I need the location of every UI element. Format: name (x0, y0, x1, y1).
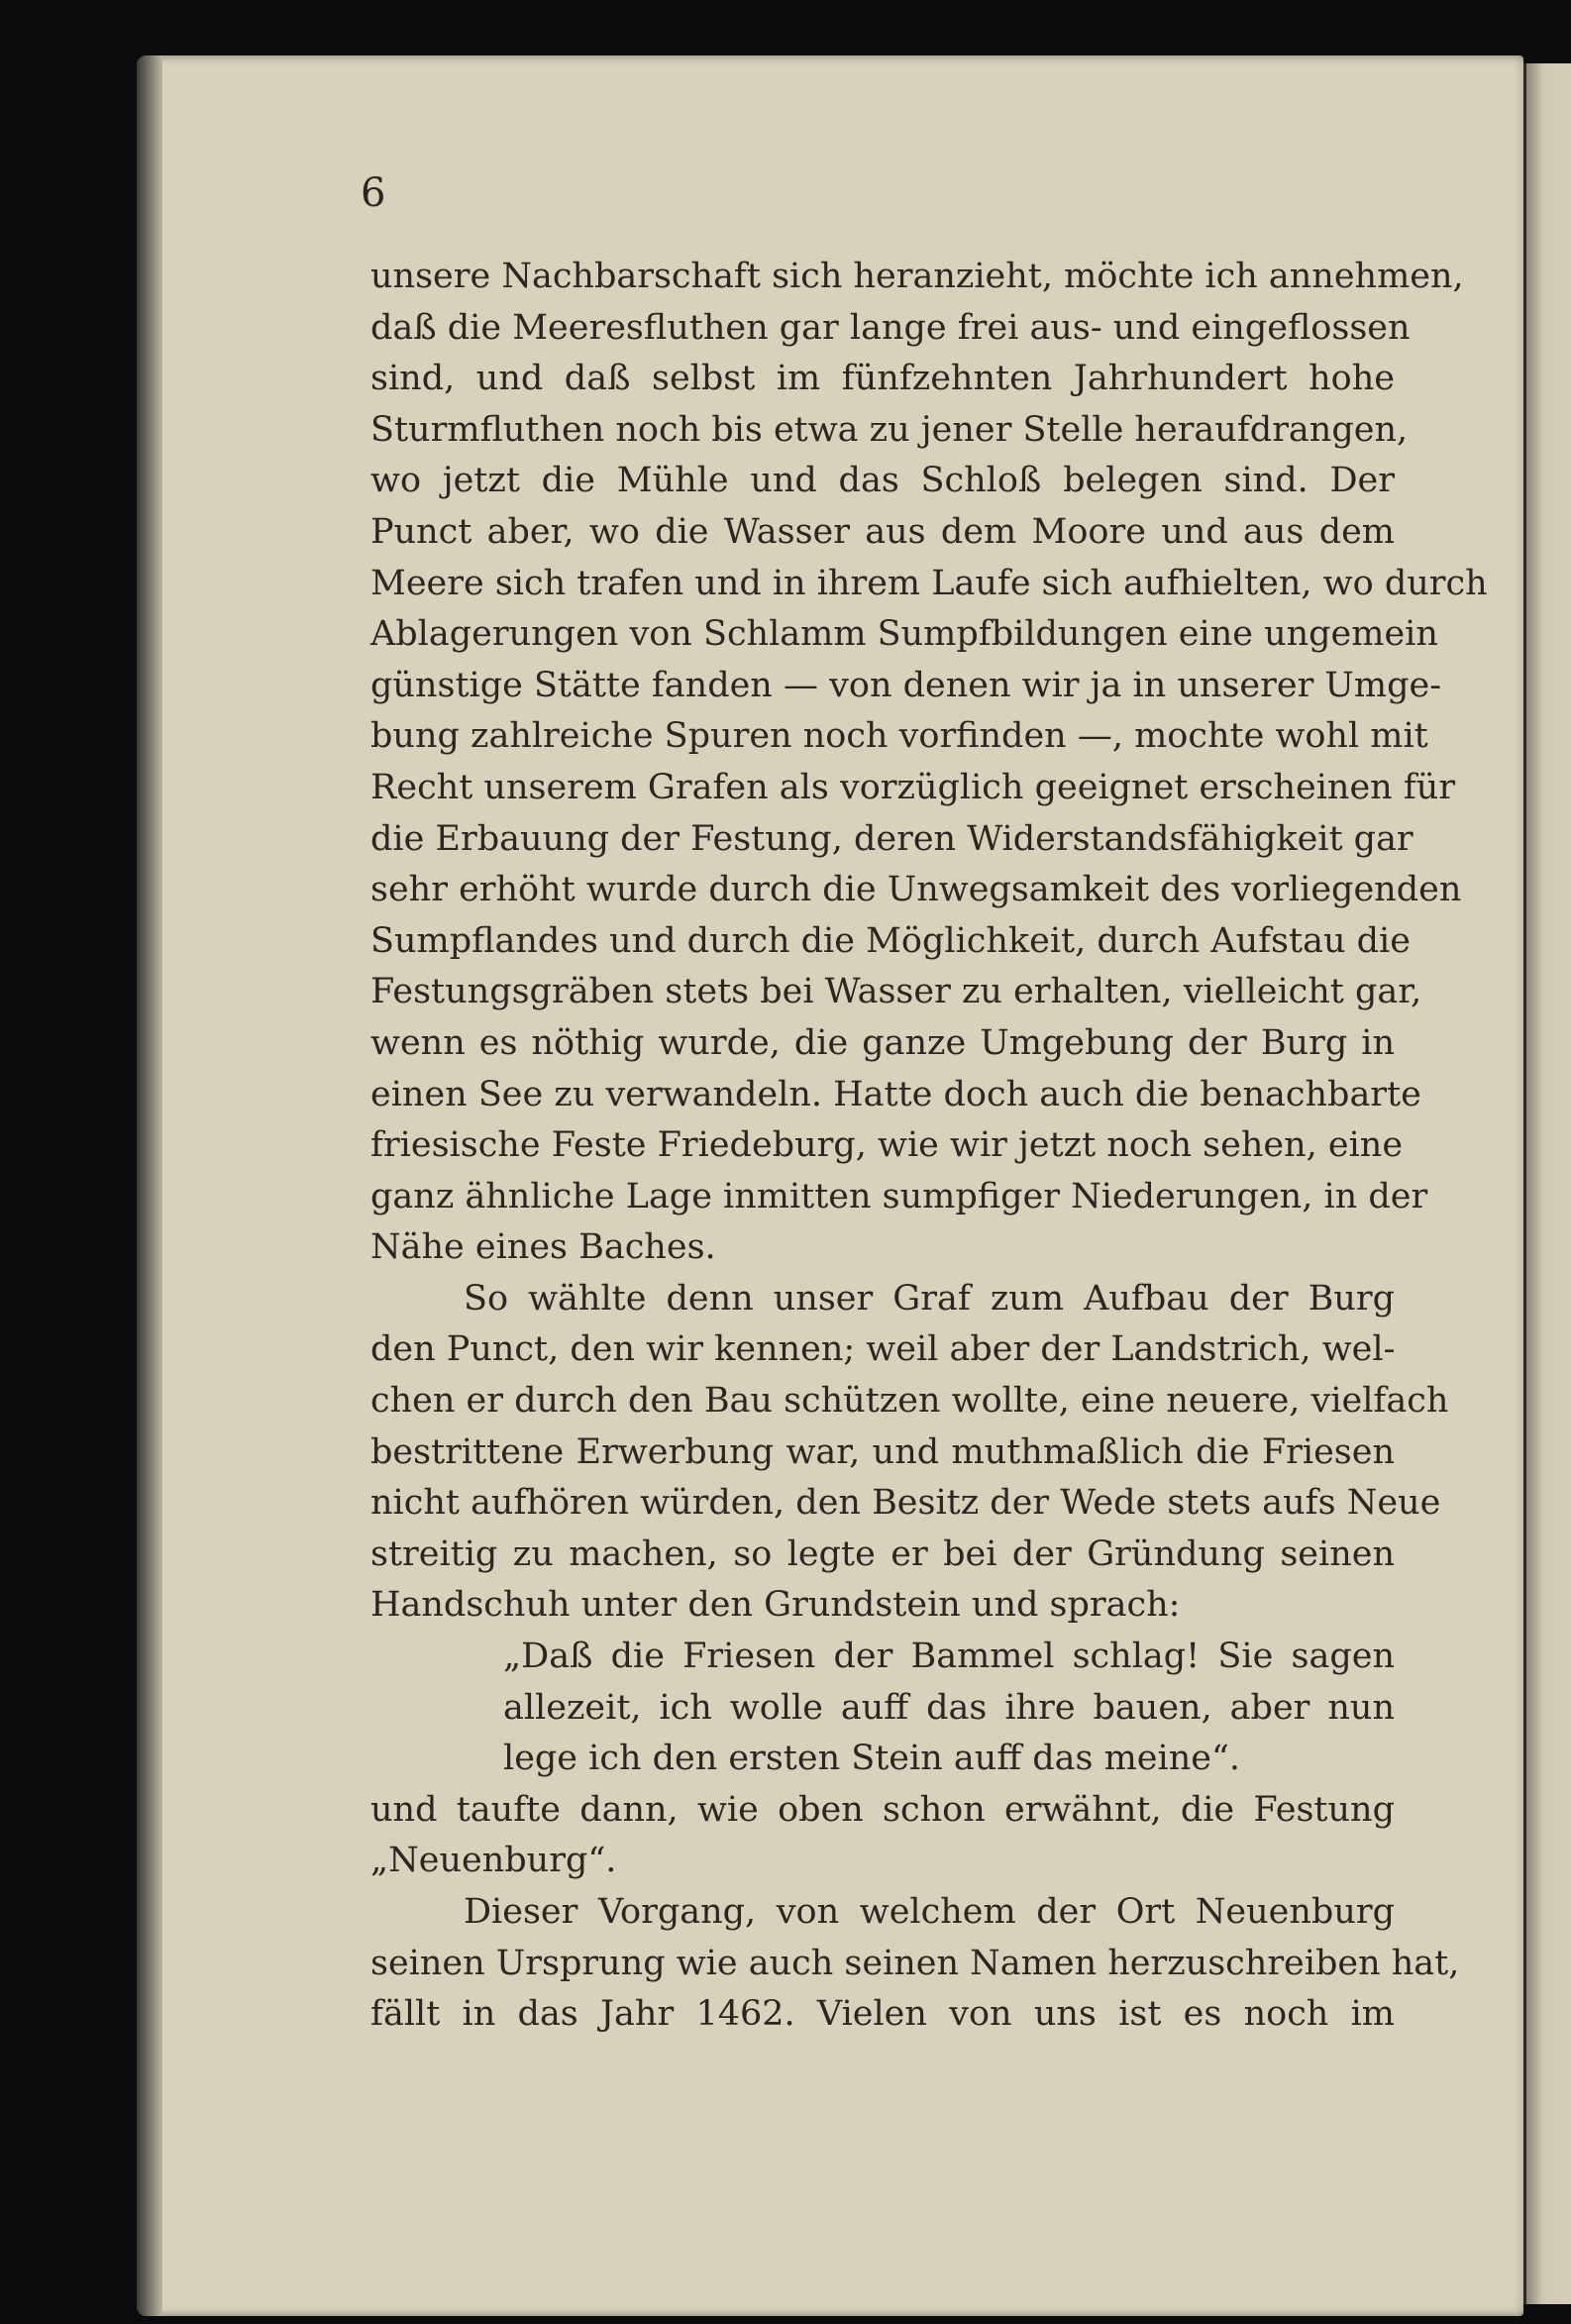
text-line: bestrittene Erwerbung war, und muthmaßlich die Friesen (370, 1431, 1395, 1472)
text-line: ganz ähnliche Lage inmitten sumpfiger Niederungen, in der (370, 1176, 1428, 1216)
text-line: „Neuenburg“. (370, 1841, 617, 1881)
text-line: günstige Stätte fanden — von denen wir ja in unserer Umge- (370, 665, 1442, 705)
text-line: wenn es nöthig wurde, die ganze Umgebung der Burg in (370, 1022, 1395, 1063)
text-line: Punct aber, wo die Wasser aus dem Moore und aus dem (370, 511, 1395, 552)
text-line: fällt in das Jahr 1462. Vielen von uns ist es noch im (370, 1994, 1395, 2035)
text-line: Recht unserem Grafen als vorzüglich geeignet erscheinen für (370, 767, 1456, 807)
text-line: unsere Nachbarschaft sich heranzieht, möchte ich annehmen, (370, 257, 1464, 296)
text-line: sind, und daß selbst im fünfzehnten Jahrhundert hohe (370, 359, 1395, 399)
text-line: lege ich den ersten Stein auff das meine“. (503, 1739, 1240, 1779)
text-line: Nähe eines Baches. (370, 1227, 716, 1268)
text-line: Sumpflandes und durch die Möglichkeit, durch Aufstau die (370, 920, 1411, 961)
text-line: bung zahlreiche Spuren noch vorfinden —, mochte wohl mit (370, 716, 1428, 757)
text-line: friesische Feste Friedeburg, wie wir jetzt noch sehen, eine (370, 1125, 1404, 1166)
text-line: den Punct, den wir kennen; weil aber der Landstrich, wel- (370, 1329, 1396, 1370)
page-number: 6 (361, 170, 386, 216)
text-line: chen er durch den Bau schützen wollte, eine neuere, vielfach (370, 1381, 1449, 1422)
text-line: allezeit, ich wolle auff das ihre bauen, aber nun (503, 1687, 1395, 1728)
text-line: seinen Ursprung wie auch seinen Namen herzuschreiben hat, (370, 1943, 1460, 1983)
text-line: sehr erhöht wurde durch die Unwegsamkeit des vorliegenden (370, 870, 1462, 910)
text-line: Sturmfluthen noch bis etwa zu jener Stelle heraufdrangen, (370, 409, 1409, 450)
text-line: die Erbauung der Festung, deren Widerstandsfähigkeit gar (370, 818, 1414, 859)
text-line: daß die Meeresfluthen gar lange frei aus- und eingeflossen (370, 307, 1411, 348)
text-line: Handschuh unter den Grundstein und sprach: (370, 1585, 1181, 1626)
text-line: streitig zu machen, so legte er bei der Gründung seinen (370, 1533, 1395, 1574)
text-line: und taufte dann, wie oben schon erwähnt, die Festung (370, 1789, 1395, 1830)
text-line: einen See zu verwandeln. Hatte doch auch die benachbarte (370, 1074, 1421, 1114)
body-text (370, 252, 1488, 2041)
book-gutter (137, 55, 162, 2316)
text-line: Meere sich trafen und in ihrem Laufe sich aufhielten, wo durch (370, 563, 1488, 603)
text-line: wo jetzt die Mühle und das Schloß belegen sind. Der (370, 461, 1395, 501)
text-line: Ablagerungen von Schlamm Sumpfbildungen eine ungemein (370, 614, 1438, 655)
text-line: So wählte denn unser Graf zum Aufbau der Burg (464, 1278, 1395, 1319)
text-line: „Daß die Friesen der Bammel schlag! Sie sagen (503, 1637, 1395, 1677)
text-line: Festungsgräben stets bei Wasser zu erhalten, vielleicht gar, (370, 972, 1422, 1012)
text-line: nicht aufhören würden, den Besitz der Wede stets aufs Neue (370, 1483, 1441, 1524)
text-line: Dieser Vorgang, von welchem der Ort Neuenburg (464, 1892, 1395, 1932)
adjacent-page-edge (1523, 63, 1571, 2304)
